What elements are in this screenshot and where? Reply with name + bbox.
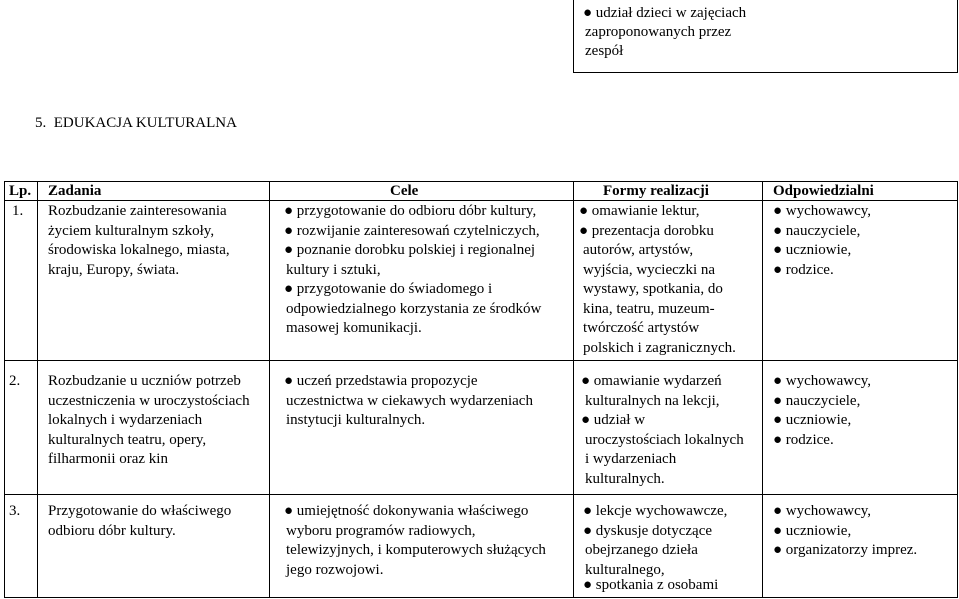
cele-line: odpowiedzialnego korzystania ze środków	[286, 300, 542, 317]
formy-line: kina, teatru, muzeum-	[583, 300, 715, 317]
odpowiedzialni-line: ● uczniowie,	[773, 412, 852, 428]
table-col-border	[37, 181, 38, 598]
cele-line: instytucji kulturalnych.	[286, 412, 426, 428]
row-number: 3.	[9, 503, 21, 519]
cele-line: ● poznanie dorobku polskiej i regionalnej	[284, 242, 536, 258]
odpowiedzialni-line: ● uczniowie,	[773, 242, 852, 258]
table-row-border	[4, 494, 958, 495]
formy-line: ● udział w	[581, 412, 646, 428]
odpowiedzialni-line: ● uczniowie,	[773, 522, 852, 539]
formy-line: i wydarzeniach	[585, 451, 677, 467]
table-col-border	[762, 181, 763, 598]
top-cell-line: zaproponowanych przez	[585, 24, 732, 40]
formy-line: ● lekcje wychowawcze,	[583, 503, 728, 519]
odpowiedzialni-line: ● wychowawcy,	[773, 503, 872, 519]
formy-line: ● prezentacja dorobku	[579, 222, 714, 239]
zadania-line: filharmonii oraz kin	[48, 451, 168, 467]
cele-line: wyboru programów radiowych,	[286, 522, 476, 539]
top-cell-left-border	[573, 0, 574, 73]
odpowiedzialni-line: ● wychowawcy,	[773, 373, 872, 389]
header-zadania: Zadania	[48, 183, 102, 199]
cele-line: telewizyjnych, i komputerowych służących	[286, 542, 546, 558]
table-col-border	[957, 181, 958, 598]
odpowiedzialni-line: ● nauczyciele,	[773, 392, 861, 409]
section-title: 5. EDUKACJA KULTURALNA	[35, 115, 237, 131]
zadania-line: życiem kulturalnym szkoły,	[48, 222, 215, 239]
header-lp: Lp.	[9, 183, 32, 199]
zadania-line: lokalnych i wydarzeniach	[48, 412, 203, 428]
table-col-border	[269, 181, 270, 598]
table-bottom-border	[4, 597, 958, 598]
formy-line: wyjścia, wycieczki na	[583, 261, 716, 278]
top-cell-line: ● udział dzieci w zajęciach	[583, 5, 747, 21]
formy-line: kulturalnych na lekcji,	[585, 392, 720, 409]
header-odpowiedzialni: Odpowiedzialni	[773, 183, 874, 199]
formy-line: polskich i zagranicznych.	[583, 339, 736, 356]
zadania-line: Przygotowanie do właściwego	[48, 503, 232, 519]
cele-line: kultury i sztuki,	[286, 261, 381, 278]
cele-line: ● umiejętność dokonywania właściwego	[284, 503, 529, 519]
formy-line: obejrzanego dzieła	[585, 542, 698, 558]
table-col-border	[573, 181, 574, 598]
formy-line: kulturalnych.	[585, 470, 665, 487]
cele-line: ● uczeń przedstawia propozycje	[284, 373, 478, 389]
formy-line: kulturalnego,	[585, 561, 665, 578]
formy-line: wystawy, spotkania, do	[583, 281, 723, 297]
odpowiedzialni-line: ● nauczyciele,	[773, 222, 861, 239]
table-col-border	[4, 181, 5, 598]
table-row-border	[4, 360, 958, 361]
formy-line: ● spotkania z osobami	[583, 577, 719, 593]
formy-line: autorów, artystów,	[583, 242, 694, 258]
formy-line: ● omawianie wydarzeń	[581, 373, 722, 389]
formy-line: uroczystościach lokalnych	[585, 431, 744, 448]
zadania-line: odbioru dóbr kultury.	[48, 522, 176, 539]
formy-line: twórczość artystów	[583, 320, 700, 336]
row-number: 2.	[9, 373, 21, 389]
odpowiedzialni-line: ● wychowawcy,	[773, 203, 872, 219]
odpowiedzialni-line: ● rodzice.	[773, 261, 834, 278]
header-formy: Formy realizacji	[603, 183, 709, 199]
top-cell-line: zespół	[585, 43, 624, 59]
formy-line: ● dyskusje dotyczące	[583, 522, 713, 539]
cele-line: ● rozwijanie zainteresowań czytelniczych,	[284, 222, 540, 239]
row-number: 1.	[12, 203, 24, 219]
zadania-line: Rozbudzanie u uczniów potrzeb	[48, 373, 241, 389]
zadania-line: kraju, Europy, świata.	[48, 261, 180, 278]
cele-line: jego rozwojowi.	[286, 561, 384, 578]
cele-line: uczestnictwa w ciekawych wydarzeniach	[286, 392, 533, 409]
zadania-line: Rozbudzanie zainteresowania	[48, 203, 227, 219]
zadania-line: środowiska lokalnego, miasta,	[48, 242, 230, 258]
odpowiedzialni-line: ● rodzice.	[773, 431, 834, 448]
zadania-line: uczestniczenia w uroczystościach	[48, 392, 250, 409]
top-cell-bottom-border	[573, 72, 958, 73]
zadania-line: kulturalnych teatru, opery,	[48, 431, 207, 448]
top-cell-right-border	[957, 0, 958, 73]
cele-line: ● przygotowanie do odbioru dóbr kultury,	[284, 203, 537, 219]
odpowiedzialni-line: ● organizatorzy imprez.	[773, 542, 918, 558]
cele-line: masowej komunikacji.	[286, 320, 422, 336]
header-cele: Cele	[390, 183, 419, 199]
formy-line: ● omawianie lektur,	[579, 203, 700, 219]
cele-line: ● przygotowanie do świadomego i	[284, 281, 493, 297]
